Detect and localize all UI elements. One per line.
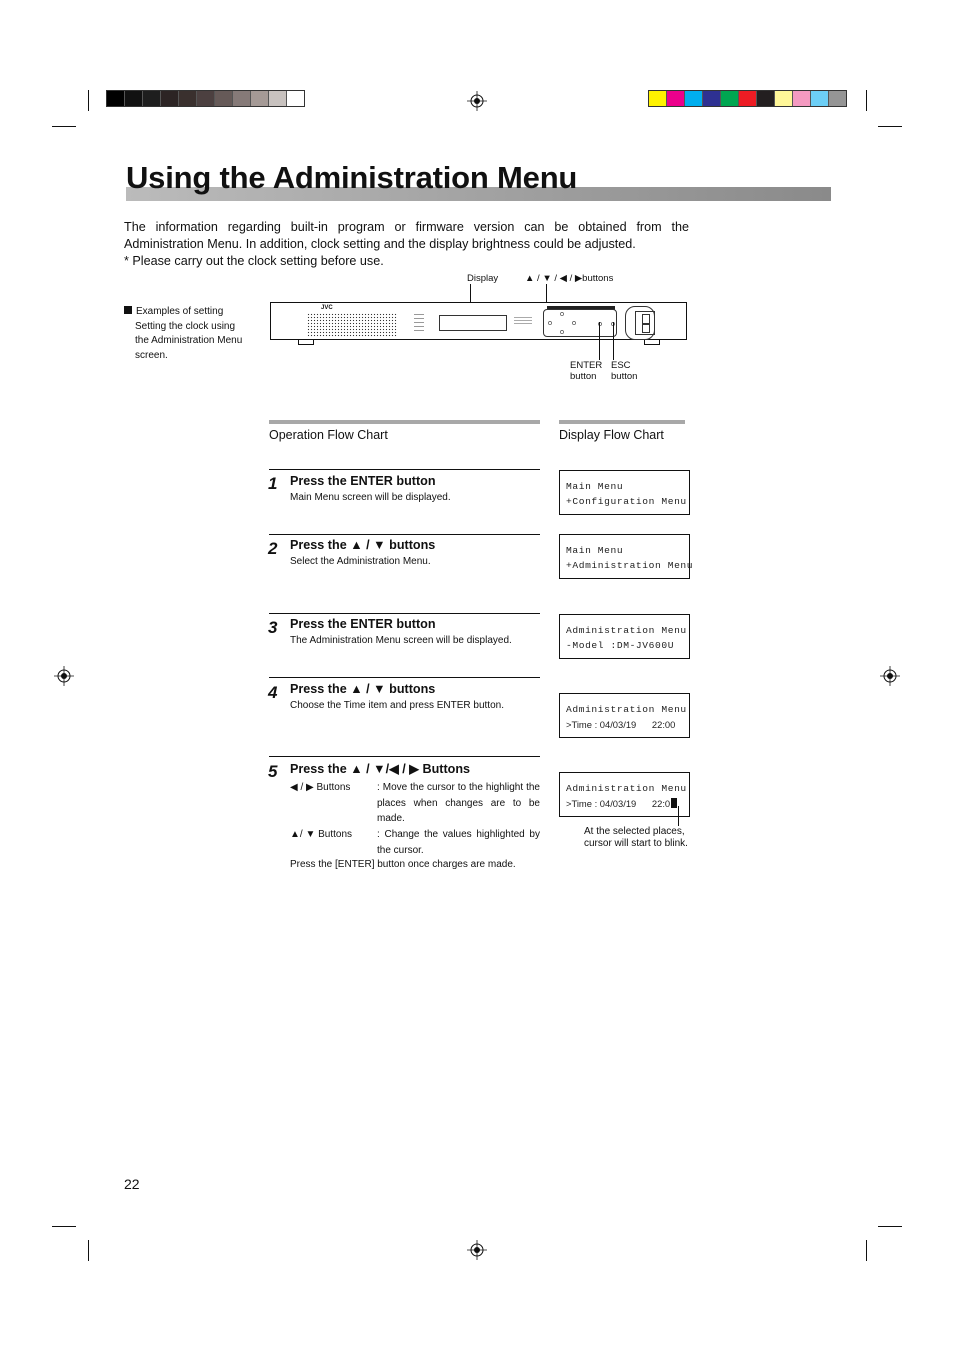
color-swatch (667, 91, 685, 106)
operation-flow-chart-heading: Operation Flow Chart (269, 428, 388, 442)
device-lcd-display (439, 315, 507, 331)
step-number: 4 (268, 683, 278, 702)
color-swatch (233, 91, 251, 106)
color-swatch (179, 91, 197, 106)
step5-footer: Press the [ENTER] button once charges are made. (290, 859, 516, 870)
operation-section-bar (269, 420, 540, 424)
side-note-line: screen. (135, 349, 168, 361)
color-swatch (703, 91, 721, 106)
color-swatch (269, 91, 287, 106)
step-title: Press the ENTER button (290, 474, 436, 488)
device-arrow-button-cluster (543, 309, 617, 337)
intro-text (124, 219, 689, 270)
side-note-line: the Administration Menu (135, 335, 243, 346)
step-number: 5 (268, 762, 278, 781)
intro-paragraph: The information regarding built-in program or firmware version can be obtained from the Administration Menu. In addition, clock setting and the display brightness could be adjusted. (124, 220, 689, 251)
enter-label-line: ENTER (570, 360, 603, 371)
vent-grille (307, 313, 397, 337)
display-label: Display (467, 273, 499, 284)
display-box-admin-model (559, 614, 690, 659)
display-line-with-cursor (566, 798, 677, 809)
grayscale-bar (106, 90, 305, 107)
side-note-line: Setting the clock using (135, 320, 236, 332)
display-section-bar (559, 420, 685, 424)
blink-note-line: cursor will start to blink. (584, 838, 688, 849)
enter-button-label (570, 360, 602, 382)
esc-leader-line (613, 322, 614, 360)
display-line: Main Menu (566, 481, 624, 492)
step-rule (269, 677, 540, 678)
square-bullet-icon (124, 306, 132, 314)
intro-note: * Please carry out the clock setting before use. (124, 254, 384, 268)
color-swatch (161, 91, 179, 106)
color-swatch (757, 91, 775, 106)
display-box-main-menu-config (559, 470, 690, 515)
left-right-buttons-label: ◀ / ▶ Buttons (290, 782, 351, 793)
color-swatch (125, 91, 143, 106)
cursor-blink-note (584, 826, 688, 850)
side-note-heading: Examples of setting (136, 306, 224, 317)
step-title: Press the ▲ / ▼/◀ / ▶ Buttons (290, 762, 471, 776)
color-swatch (251, 91, 269, 106)
cursor-leader-line (678, 806, 679, 826)
display-line: Main Menu (566, 545, 624, 556)
device-model-text (514, 315, 532, 325)
display-box-admin-time (559, 693, 690, 738)
color-swatch (811, 91, 829, 106)
color-swatch (649, 91, 667, 106)
status-indicators (414, 311, 424, 331)
step-rule (269, 613, 540, 614)
esc-label-line: ESC (611, 360, 631, 371)
step-title: Press the ▲ / ▼ buttons (290, 682, 436, 696)
registration-mark-icon (467, 1240, 487, 1260)
step-title: Press the ENTER button (290, 617, 436, 631)
step-description: Choose the Time item and press ENTER button. (290, 700, 504, 711)
display-line: >Time : 04/03/19 22:00 (566, 719, 676, 730)
esc-button-label (611, 360, 637, 382)
power-switch (635, 311, 655, 335)
color-swatch (739, 91, 757, 106)
color-swatch (107, 91, 125, 106)
display-flow-chart-heading: Display Flow Chart (559, 428, 664, 442)
display-line: Administration Menu (566, 783, 687, 794)
display-line: Administration Menu (566, 625, 687, 636)
registration-mark-icon (54, 666, 74, 686)
step-number: 3 (268, 618, 278, 637)
page-title: Using the Administration Menu (126, 160, 578, 195)
display-line: -Model :DM-JV600U (566, 640, 675, 651)
step-description: Select the Administration Menu. (290, 556, 431, 567)
blinking-cursor-icon (671, 798, 677, 808)
step-rule (269, 534, 540, 535)
up-down-buttons-label: ▲/ ▼ Buttons (290, 829, 353, 840)
step-number: 1 (268, 474, 278, 493)
color-swatch (685, 91, 703, 106)
color-swatch (829, 91, 846, 106)
registration-mark-icon (467, 91, 487, 111)
enter-label-line: button (570, 371, 597, 382)
display-time-text: >Time : 04/03/19 22:0 (566, 798, 671, 809)
display-line: Administration Menu (566, 704, 687, 715)
display-box-admin-time-cursor (559, 772, 690, 817)
display-line: +Configuration Menu (566, 496, 687, 507)
step-rule (269, 756, 540, 757)
color-bar (648, 90, 847, 107)
device-foot (298, 340, 314, 345)
color-swatch (287, 91, 304, 106)
display-box-main-menu-admin (559, 534, 694, 579)
step-number: 2 (268, 539, 278, 558)
color-swatch (197, 91, 215, 106)
enter-leader-line (599, 322, 600, 360)
brand-logo: JVC (321, 305, 333, 311)
step-title: Press the ▲ / ▼ buttons (290, 538, 436, 552)
left-right-buttons-desc: : Move the cursor to the highlight the places when changes are to be made. (377, 782, 540, 824)
display-line: +Administration Menu (566, 560, 694, 571)
registration-mark-icon (880, 666, 900, 686)
color-swatch (143, 91, 161, 106)
step-description: The Administration Menu screen will be displayed. (290, 635, 512, 646)
color-swatch (721, 91, 739, 106)
up-down-buttons-desc: : Change the values highlighted by the cursor. (377, 829, 540, 856)
blink-note-line: At the selected places, (584, 826, 685, 837)
step-rule (269, 469, 540, 470)
encoder-device-illustration (270, 302, 687, 340)
color-swatch (793, 91, 811, 106)
esc-label-line: button (611, 371, 638, 382)
color-swatch (775, 91, 793, 106)
color-swatch (215, 91, 233, 106)
step-description: Main Menu screen will be displayed. (290, 492, 451, 503)
side-note (124, 305, 252, 363)
page-number: 22 (124, 1176, 140, 1192)
device-foot (644, 340, 660, 345)
arrow-buttons-label: ▲ / ▼ / ◀ / ▶buttons (525, 273, 614, 284)
